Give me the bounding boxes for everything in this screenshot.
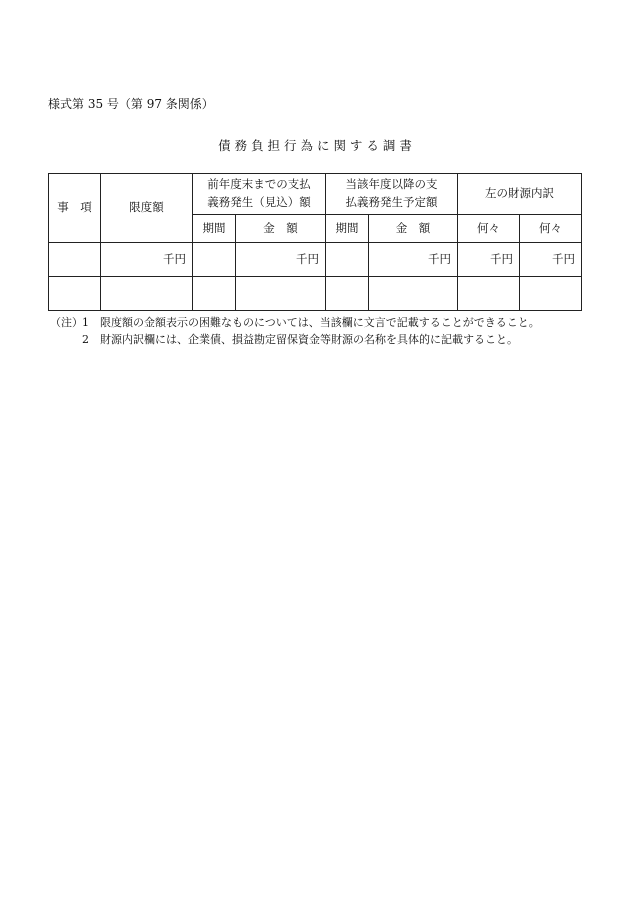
empty-cell <box>193 277 236 311</box>
header-item: 事 項 <box>49 174 101 243</box>
header-period-2: 期間 <box>326 215 369 243</box>
notes <box>50 314 540 348</box>
note-number: 2 <box>82 333 89 346</box>
header-amount-1: 金 額 <box>236 215 326 243</box>
header-current-line2: 払義務発生予定額 <box>345 195 438 209</box>
cell-source-2-unit: 千円 <box>520 243 582 277</box>
notes-label: （注） <box>50 316 83 329</box>
empty-cell <box>49 277 101 311</box>
header-current-line1: 当該年度以降の支 <box>345 177 438 192</box>
header-row-1 <box>49 174 582 215</box>
document-title: 債 務 負 担 行 為 に 関 す る 調 書 <box>218 138 412 153</box>
header-source-2: 何々 <box>520 215 582 243</box>
empty-cell <box>236 277 326 311</box>
note-2 <box>50 331 540 348</box>
header-current-payment <box>326 174 458 215</box>
header-limit: 限度額 <box>101 174 193 243</box>
header-period-1: 期間 <box>193 215 236 243</box>
cell-limit-unit: 千円 <box>101 243 193 277</box>
empty-cell <box>369 277 458 311</box>
cell-period-2 <box>326 243 369 277</box>
cell-source-1-unit: 千円 <box>458 243 520 277</box>
header-funding: 左の財源内訳 <box>458 174 582 215</box>
header-source-1: 何々 <box>458 215 520 243</box>
empty-cell <box>326 277 369 311</box>
note-text: 財源内訳欄には、企業債、損益勘定留保資金等財源の名称を具体的に記載すること。 <box>100 333 518 346</box>
note-number: 1 <box>82 316 89 329</box>
header-prior-line1: 前年度末までの支払 <box>207 177 311 192</box>
cell-period-1 <box>193 243 236 277</box>
debt-burden-table <box>48 173 582 311</box>
form-number: 様式第 35 号（第 97 条関係） <box>48 97 214 111</box>
cell-amount-2-unit: 千円 <box>369 243 458 277</box>
cell-amount-1-unit: 千円 <box>236 243 326 277</box>
empty-row <box>49 277 582 311</box>
note-text: 限度額の金額表示の困難なものについては、当該欄に文言で記載することができること。 <box>100 316 540 329</box>
unit-row <box>49 243 582 277</box>
empty-cell <box>520 277 582 311</box>
header-prior-line2: 義務発生（見込）額 <box>207 195 311 209</box>
header-prior-payment <box>193 174 326 215</box>
header-amount-2: 金 額 <box>369 215 458 243</box>
cell-item <box>49 243 101 277</box>
empty-cell <box>458 277 520 311</box>
note-1 <box>50 314 540 331</box>
empty-cell <box>101 277 193 311</box>
